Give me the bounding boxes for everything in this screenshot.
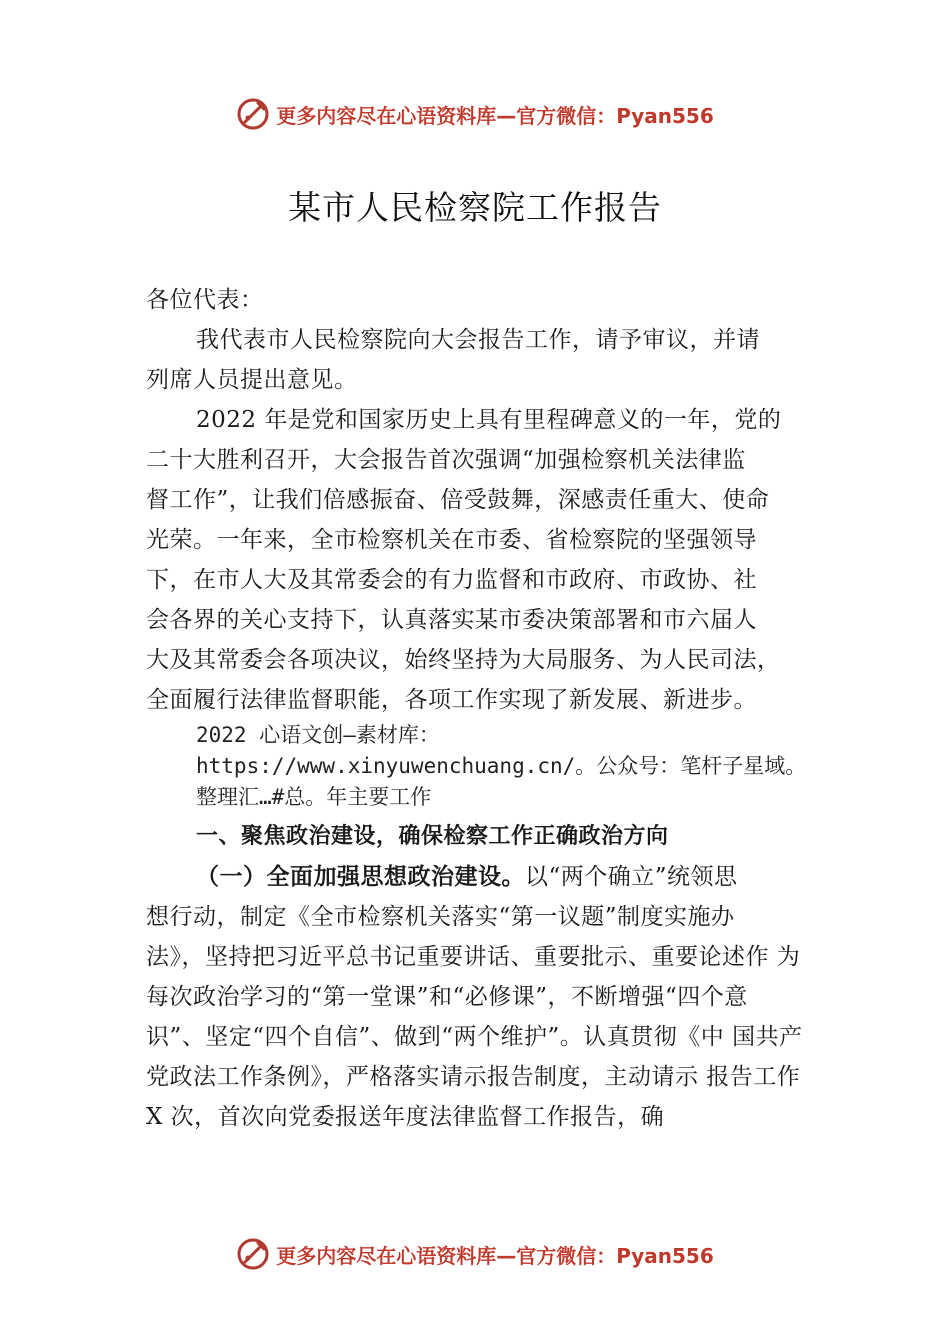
subsection-heading: （一）全面加强思想政治建设。 — [196, 863, 525, 890]
paragraph-line: 识”、坚定“四个自信”、做到“两个维护”。认真贯彻《中 国共产 — [146, 1024, 803, 1050]
banner-text: 更多内容尽在心语资料库—官方微信：Pyan556 — [276, 1243, 714, 1268]
paragraph-line: 2022 年是党和国家历史上具有里程碑意义的一年，党的 — [196, 407, 782, 433]
banner-text: 更多内容尽在心语资料库—官方微信：Pyan556 — [276, 103, 714, 128]
header-banner — [0, 94, 950, 134]
salutation: 各位代表： — [146, 287, 264, 313]
paragraph-line: 会各界的关心支持下，认真落实某市委决策部署和市六届人 — [146, 607, 757, 633]
paragraph-line: 党政法工作条例》，严格落实请示报告制度，主动请示 报告工作 — [146, 1064, 801, 1090]
paragraph-line: 下，在市人大及其常委会的有力监督和市政府、市政协、社 — [146, 567, 757, 593]
document-title: 某市人民检察院工作报告 — [288, 188, 662, 227]
paragraph-line: 列席人员提出意见。 — [146, 367, 358, 393]
paragraph-line: 每次政治学习的“第一堂课”和“必修课”，不断增强“四个意 — [146, 984, 748, 1010]
paragraph-line: X 次，首次向党委报送年度法律监督工作报告，确 — [146, 1104, 665, 1130]
paragraph-line: 我代表市人民检察院向大会报告工作，请予审议，并请 — [196, 327, 760, 353]
document-body — [146, 280, 806, 1137]
paragraph-line: 法》，坚持把习近平总书记重要讲话、重要批示、重要论述作 为 — [146, 944, 801, 970]
source-note-line: https://www.xinyuwenchuang.cn/。公众号：笔杆子星域。 — [196, 754, 807, 778]
subsection-first-line — [146, 857, 806, 897]
source-note-line: 2022 心语文创—素材库： — [196, 723, 440, 747]
paragraph-line: 想行动，制定《全市检察机关落实“第一议题”制度实施办 — [146, 904, 735, 930]
pen-logo-icon — [236, 1237, 270, 1271]
paragraph-line: 光荣。一年来，全市检察机关在市委、省检察院的坚强领导 — [146, 527, 757, 553]
paragraph-line: 全面履行法律监督职能，各项工作实现了新发展、新进步。 — [146, 687, 757, 713]
paragraph-line: 大及其常委会各项决议，始终坚持为大局服务、为人民司法， — [146, 647, 781, 673]
footer-banner — [0, 1234, 950, 1274]
pen-logo-icon — [236, 97, 270, 131]
paragraph-line: 督工作”，让我们倍感振奋、倍受鼓舞，深感责任重大、使命 — [146, 487, 770, 513]
source-note-line: 整理汇…#总。年主要工作 — [196, 785, 432, 809]
section-heading: 一、聚焦政治建设，确保检察工作正确政治方向 — [196, 824, 669, 849]
paragraph-line: 二十大胜利召开，大会报告首次强调“加强检察机关法律监 — [146, 447, 746, 473]
subsection-text: 以“两个确立”统领思 — [525, 864, 738, 890]
